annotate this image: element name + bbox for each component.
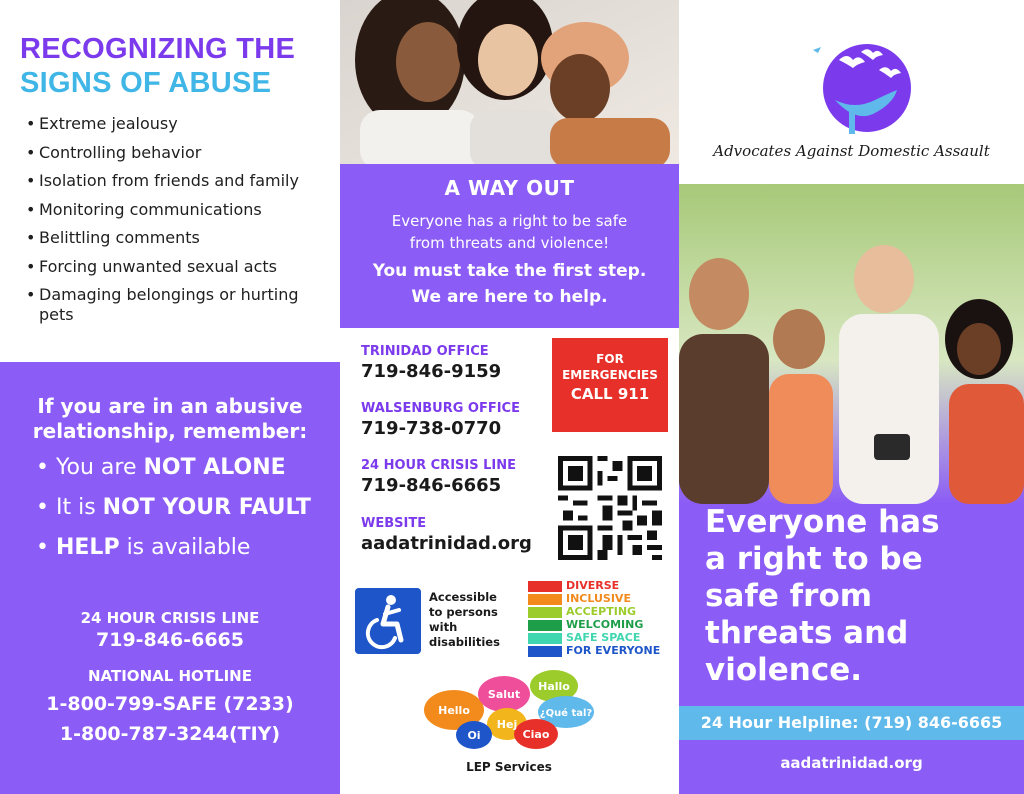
diversity-color-bar [528,646,562,657]
website-contact [361,516,561,556]
contact-label: WEBSITE [361,516,427,531]
national-hotline-number[interactable]: 1-800-799-SAFE (7233) [46,693,294,715]
remember-item-pre: It is [55,495,103,520]
diversity-row [528,645,668,658]
contact-value[interactable]: 719-846-6665 [361,475,502,496]
diversity-color-bar [528,633,562,644]
bubble-hello: Hello [438,704,470,717]
way-out-box [340,164,679,328]
accessibility-text [429,590,529,650]
remember-item-bold: NOT ALONE [143,455,286,480]
right-website-link[interactable]: aadatrinidad.org [780,754,923,772]
remember-heading [0,394,340,444]
sign-item: • Isolation from friends and family [26,171,336,191]
bubble-que-tal: ¿Qué tal? [539,708,593,719]
contact-label: WALSENBURG OFFICE [361,401,520,416]
way-out-bold1: You must take the first step. [372,261,647,281]
diversity-color-bar [528,594,562,605]
sign-item: • Forcing unwanted sexual acts [26,257,336,277]
national-tty-number[interactable]: 1-800-787-3244(TIY) [59,723,281,745]
way-out-bold2: We are here to help. [411,287,608,307]
diversity-badge [528,580,668,658]
right-panel [679,0,1024,794]
bubble-hallo: Hallo [538,680,570,693]
signs-list [26,114,336,334]
right-headline [705,504,1005,689]
way-out-text [340,210,679,254]
access-line: to persons [429,605,498,619]
remember-item-post: is available [119,535,251,560]
remember-line2: relationship, remember: [32,419,308,443]
way-out-line2: from threats and violence! [409,234,610,252]
crisis-line-number[interactable]: 719-846-6665 [96,629,244,651]
remember-item-pre: You are [55,455,144,480]
diversity-word: DIVERSE [566,579,620,592]
lep-label: LEP Services [466,760,552,774]
remember-item: • You are NOT ALONE [36,455,286,480]
headline-line: violence. [705,652,863,688]
friends-group-photo [679,184,1024,504]
signs-title [20,32,295,100]
diversity-word: WELCOMING [566,618,644,631]
bubble-ciao: Ciao [522,728,550,741]
headline-line: safe from [705,578,873,614]
diversity-color-bar [528,607,562,618]
remember-item-bold: HELP [55,535,120,560]
helpline-bar[interactable]: 24 Hour Helpline: (719) 846-6665 [679,706,1024,740]
middle-panel [340,0,679,794]
bubble-oi: Oi [467,729,481,742]
headline-line: a right to be [705,541,923,577]
emergency-box [552,338,668,432]
trinidad-office [361,344,561,384]
way-out-bold [340,258,679,310]
signs-title-line1: RECOGNIZING THE [20,33,296,65]
headline-line: threats and [705,615,909,651]
bubble-hej: Hej [496,718,518,731]
women-hugging-photo [340,0,679,164]
remember-item: • It is NOT YOUR FAULT [36,495,311,520]
way-out-title: A WAY OUT [444,176,575,200]
sign-item: • Controlling behavior [26,143,336,163]
wheelchair-icon [355,588,421,654]
diversity-word: ACCEPTING [566,605,637,618]
sign-item: • Damaging belongings or hurting pets [26,285,336,325]
national-hotline-label: NATIONAL HOTLINE [88,667,252,685]
speech-bubbles-icon [424,670,594,760]
hand-with-doves-logo [809,40,913,134]
contact-label: 24 HOUR CRISIS LINE [361,458,516,473]
remember-line1: If you are in an abusive [37,394,303,418]
website-link[interactable]: aadatrinidad.org [361,533,532,554]
crisis-line [361,458,561,498]
headline-line: Everyone has [705,504,940,540]
sign-item: • Extreme jealousy [26,114,336,134]
bubble-salut: Salut [487,688,521,701]
diversity-word: SAFE SPACE [566,631,641,644]
diversity-color-bar [528,620,562,631]
walsenburg-office [361,401,561,441]
org-name: Advocates Against Domestic Assault [713,142,990,160]
access-line: disabilities [429,635,500,649]
contact-value[interactable]: 719-738-0770 [361,418,502,439]
remember-item: • HELP is available [36,535,251,560]
emergency-line1: FOR [596,352,624,366]
diversity-word: INCLUSIVE [566,592,631,605]
remember-section [0,362,340,794]
remember-item-bold: NOT YOUR FAULT [102,495,311,520]
accessibility-badge [355,588,515,656]
way-out-line1: Everyone has a right to be safe [391,212,628,230]
lep-services [424,670,594,780]
diversity-word: FOR EVERYONE [566,644,661,657]
hotlines [0,608,340,746]
access-line: Accessible [429,590,497,604]
access-line: with [429,620,458,634]
emergency-line3: CALL 911 [570,385,650,403]
emergency-line2: EMERGENCIES [562,368,658,382]
sign-item: • Monitoring communications [26,200,336,220]
contact-value[interactable]: 719-846-9159 [361,361,502,382]
left-panel [0,0,340,794]
sign-item: • Belittling comments [26,228,336,248]
qr-code[interactable] [557,456,663,560]
contact-label: TRINIDAD OFFICE [361,344,489,359]
diversity-color-bar [528,581,562,592]
signs-title-line2: SIGNS OF ABUSE [20,67,272,99]
remember-list [36,454,311,574]
crisis-line-label: 24 HOUR CRISIS LINE [80,609,260,627]
